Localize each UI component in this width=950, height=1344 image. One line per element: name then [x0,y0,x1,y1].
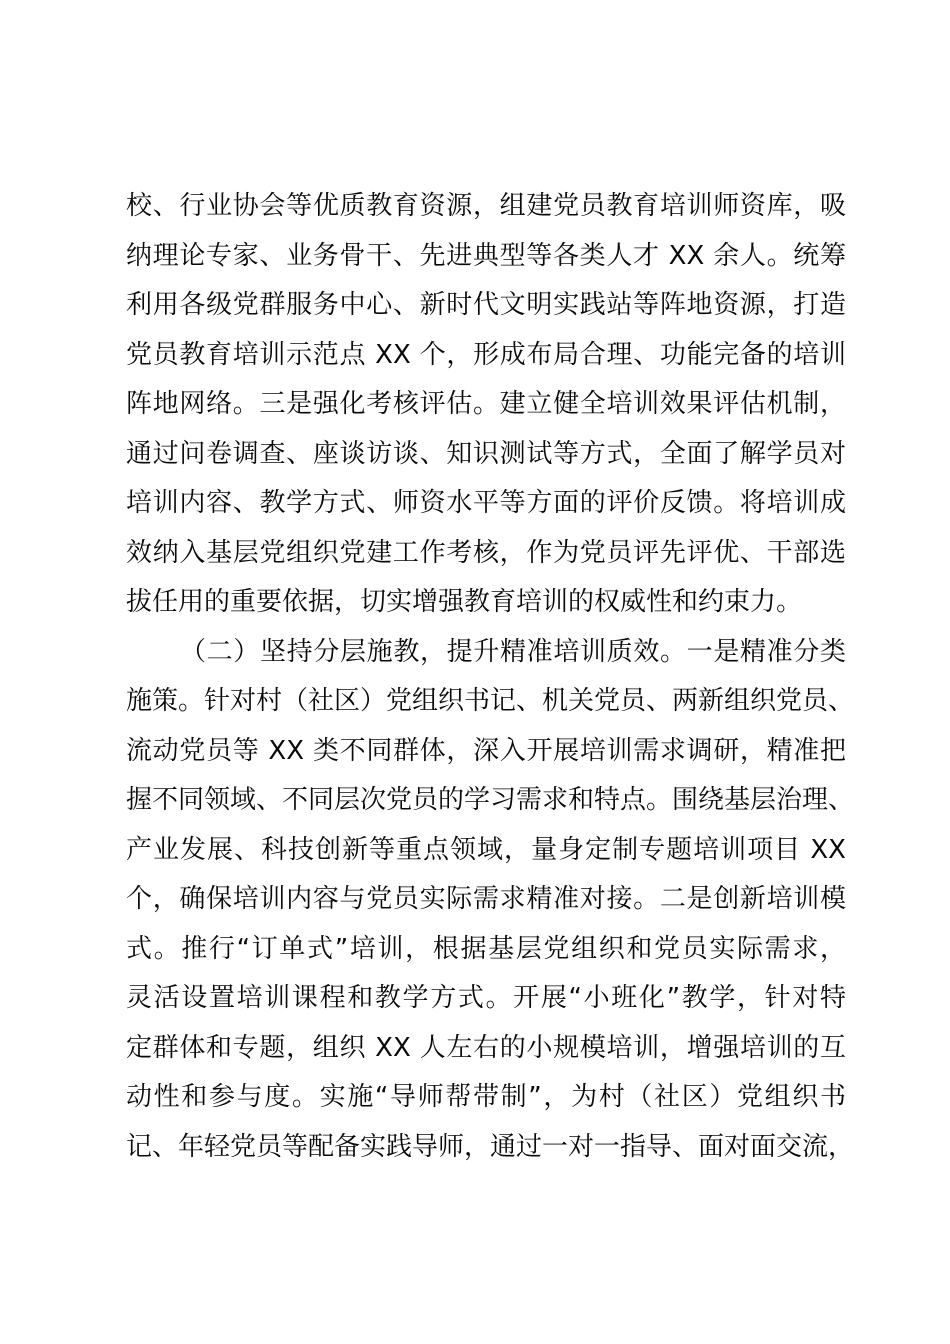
text-line: 拔任用的重要依据，切实增强教育培训的权威性和约束力。 [126,587,803,617]
text-line: 流动党员等 XX 类不同群体，深入开展培训需求调研，精准把 [126,735,846,766]
text-line: 产业发展、科技创新等重点领域，量身定制专题培训项目 XX [126,834,846,865]
text-line: 党员教育培训示范点 XX 个，形成布局合理、功能完备的培训 [126,339,846,370]
text-line: 握不同领域、不同层次党员的学习需求和特点。围绕基层治理、 [126,785,855,815]
text-line: 阵地网络。三是强化考核评估。建立健全培训效果评估机制， [126,389,846,419]
text-line: 培训内容、教学方式、师资水平等方面的评价反馈。将培训成 [126,488,846,518]
text-line: 利用各级党群服务中心、新时代文明实践站等阵地资源，打造 [126,290,846,320]
text-line: 校、行业协会等优质教育资源，组建党员教育培训师资库，吸 [126,191,846,221]
text-line: 个，确保培训内容与党员实际需求精准对接。二是创新培训模 [126,884,846,914]
text-line: 定群体和专题，组织 XX 人左右的小规模培训，增强培训的互 [126,1032,846,1063]
body-text [126,182,855,1172]
section-heading-line: （二）坚持分层施教，提升精准培训质效。一是精准分类 [180,636,846,667]
text-line: 纳理论专家、业务骨干、先进典型等各类人才 XX 余人。统筹 [126,240,846,271]
text-line: 效纳入基层党组织党建工作考核，作为党员评先评优、干部选 [126,537,846,568]
text-line: 动性和参与度。实施“导师帮带制”，为村（社区）党组织书 [126,1082,846,1112]
text-line: 灵活设置培训课程和教学方式。开展“小班化”教学，针对特 [126,983,846,1013]
text-line: 施策。针对村（社区）党组织书记、机关党员、两新组织党员、 [126,686,855,716]
text-line: 式。推行“订单式”培训，根据基层党组织和党员实际需求， [126,933,846,964]
text-line: 记、年轻党员等配备实践导师，通过一对一指导、面对面交流， [126,1131,855,1162]
text-line: 通过问卷调查、座谈访谈、知识测试等方式，全面了解学员对 [126,438,846,469]
